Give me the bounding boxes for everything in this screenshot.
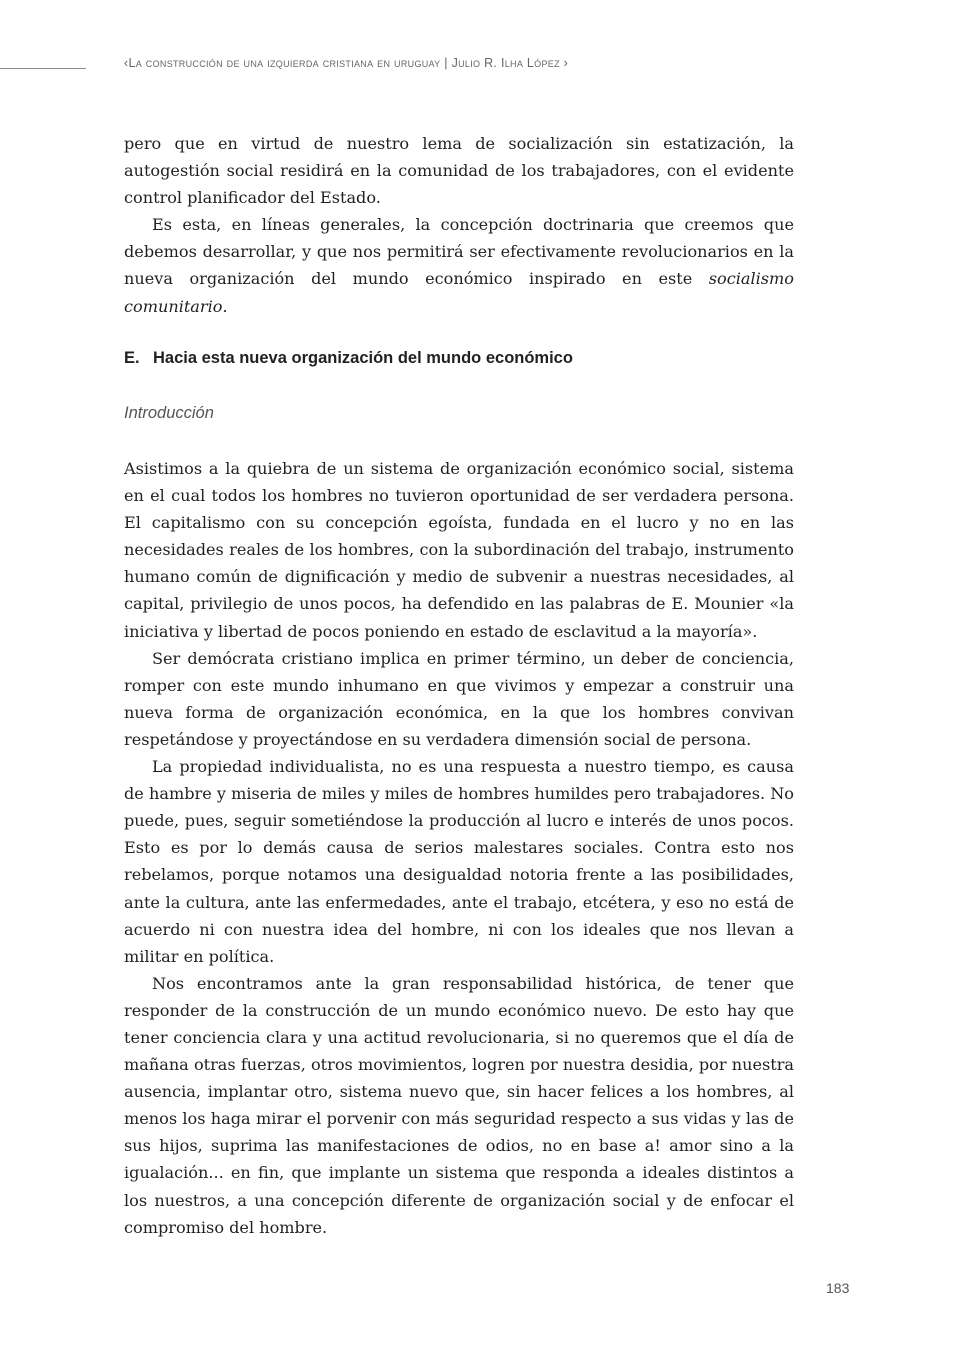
italic-term: socialismo comunitario bbox=[124, 269, 794, 316]
section-title: Hacia esta nueva organización del mundo económico bbox=[153, 349, 573, 367]
section-heading bbox=[124, 349, 794, 368]
paragraph: Nos encontramos ante la gran responsabilidad histórica, de tener que responder de la construcción de un mundo económico nuevo. De esto hay que tener conciencia clara y una actitud revolucionaria, si no queremos que el día de mañana otras fuerzas, otros movimientos, logren por nuestra desidia, por nuestra ausencia, implantar otro, sistema nuevo que, sin hacer felices a los hombres, al menos los haga mirar el porvenir con más seguridad respecto a sus vidas y las de sus hijos, suprima las manifestaciones de odios, no en base a! amor sino a la igualación... en fin, que implante un sistema que responda a ideales distintos a los nuestros, a una concepción diferente de organización social y de enfocar el compromiso del hombre. bbox=[124, 973, 794, 1237]
section-letter: E. bbox=[124, 349, 140, 367]
running-header: ‹La construcción de una izquierda cristiana en uruguay | Julio R. Ilha López › bbox=[124, 56, 569, 70]
paragraph: Ser demócrata cristiano implica en primer término, un deber de conciencia, romper con este mundo inhumano en que vivimos y empezar a construir una nueva forma de organización económica, en la que los hombres convivan respetándose y proyectándose en su verdadera dimensión social de persona. bbox=[124, 648, 794, 749]
paragraph-continuation: pero que en virtud de nuestro lema de socialización sin estatización, la autogestión social residirá en la comunidad de los trabajadores, con el evidente control planificador del Estado. bbox=[124, 134, 794, 208]
paragraph-doctrine-text: Es esta, en líneas generales, la concepción doctrinaria que creemos que debemos desarrollar, y que nos permitirá ser efectivamente revolucionarios en la nueva organización del mundo económico inspirado en este bbox=[124, 215, 794, 289]
subsection-heading: Introducción bbox=[124, 404, 214, 422]
header-rule bbox=[0, 68, 86, 69]
period: . bbox=[222, 296, 228, 316]
top-text-block bbox=[124, 130, 794, 320]
paragraph-doctrine bbox=[124, 211, 794, 319]
main-text-block bbox=[124, 455, 794, 1241]
page-number: 183 bbox=[826, 1280, 850, 1296]
paragraph: Asistimos a la quiebra de un sistema de organización económico social, sistema en el cual todos los hombres no tuvieron oportunidad de ser verdadera persona. El capitalismo con su concepción egoísta, fundada en el lucro y no en las necesidades reales de los hombres, con la subordinación del trabajo, instrumento humano común de dignificación y medio de subvenir a nuestras necesidades, al capital, privilegio de unos pocos, ha defendido en las palabras de E. Mounier «la iniciativa y libertad de pocos poniendo en estado de esclavitud a la mayoría». bbox=[124, 459, 794, 641]
paragraph: La propiedad individualista, no es una respuesta a nuestro tiempo, es causa de hambre y miseria de miles y miles de hombres humildes pero trabajadores. No puede, pues, seguir sometiéndose la producción al lucro e interés de unos pocos. Esto es por lo demás causa de serios malestares sociales. Contra esto nos rebelamos, porque notamos una desigualdad notoria frente a las posibilidades, ante la cultura, ante las enfermedades, ante el trabajo, etcétera, y eso no está de acuerdo ni con nuestra idea del hombre, ni con los ideales que nos llevan a militar en política. bbox=[124, 757, 794, 966]
